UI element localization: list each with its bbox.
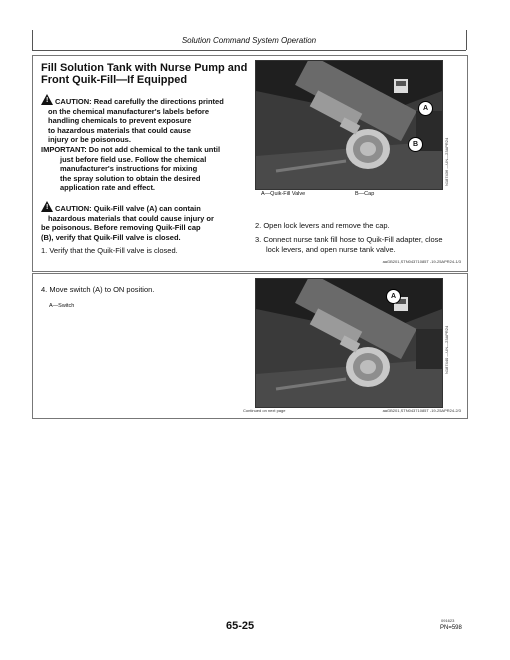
important-text: the spray solution to obtain the desired <box>60 173 201 183</box>
photo-side-code: N187436 —UN—23APR24 <box>444 137 449 186</box>
continued-note: Continued on next page <box>243 408 286 413</box>
legend-switch: A—Switch <box>49 303 75 309</box>
running-header: Solution Command System Operation <box>181 36 317 45</box>
legend-quik-fill-valve: A—Quik-Fill Valve <box>261 191 306 197</box>
step-text: 3. Connect nurse tank fill hose to Quik-Fill adapter, close <box>255 235 443 244</box>
reference-code: aaGB201,STN04371085T -19-25APR24-1/3 <box>382 259 461 264</box>
step-text: lock levers, and open nurse tank valve. <box>266 244 396 254</box>
caution-text: on the chemical manufacturer's labels before <box>48 106 210 116</box>
caution-block-chemicals <box>41 94 256 145</box>
important-block <box>41 145 256 193</box>
section-title-line: Fill Solution Tank with Nurse Pump and <box>41 62 248 74</box>
step-1: 1. Verify that the Quik-Fill valve is closed. <box>41 246 178 255</box>
caution-text: hazardous materials that could cause injury or <box>48 213 214 223</box>
important-text: application rate and effect. <box>60 183 156 193</box>
section-title-line: Front Quik-Fill—If Equipped <box>41 74 188 86</box>
callout-a: A <box>418 101 433 116</box>
important-text: manufacturer's instructions for mixing <box>60 164 198 174</box>
photo-side-code: N187440 —UN—23APR24 <box>444 325 449 374</box>
caution-block-quikfill <box>41 201 256 242</box>
caution-text: to hazardous materials that could cause <box>48 125 191 135</box>
caution-text: CAUTION: Quik-Fill valve (A) can contain <box>55 204 201 213</box>
photo-quik-fill-valve <box>255 60 443 190</box>
header-border-right <box>466 30 467 50</box>
caution-text: CAUTION: Read carefully the directions printed <box>55 97 224 106</box>
caution-text: be poisonous. Before removing Quik-Fill cap <box>41 223 201 233</box>
important-text: IMPORTANT: Do not add chemical to the tank until <box>41 145 221 154</box>
page-number: 65-25 <box>226 620 255 632</box>
important-text: just before field use. Follow the chemical <box>60 154 207 164</box>
section-move-switch <box>32 273 468 419</box>
step-2: 2. Open lock levers and remove the cap. <box>255 221 390 230</box>
header-rule <box>32 50 466 51</box>
pn-number: PN=598 <box>440 625 462 631</box>
caution-text: injury or be poisonous. <box>48 135 131 145</box>
section-fill-solution-tank <box>32 55 468 272</box>
caution-text: (B), verify that Quik-Fill valve is closed. <box>41 232 181 242</box>
caution-text: handling chemicals to prevent exposure <box>48 116 192 126</box>
machine-photo-illustration <box>256 279 442 407</box>
footer-code: 091623 <box>441 618 455 623</box>
step-3 <box>255 235 443 254</box>
section-title <box>41 62 251 86</box>
step-4: 4. Move switch (A) to ON position. <box>41 285 155 294</box>
warning-triangle-icon: ! <box>41 201 53 212</box>
callout-a: A <box>386 289 401 304</box>
legend-cap: B—Cap <box>355 191 375 197</box>
reference-code: aaGB201,STN04371085T -19-25APR24-2/3 <box>382 408 461 413</box>
photo-switch <box>255 278 443 408</box>
machine-photo-illustration <box>256 61 442 189</box>
warning-triangle-icon: ! <box>41 94 53 105</box>
callout-b: B <box>408 137 423 152</box>
